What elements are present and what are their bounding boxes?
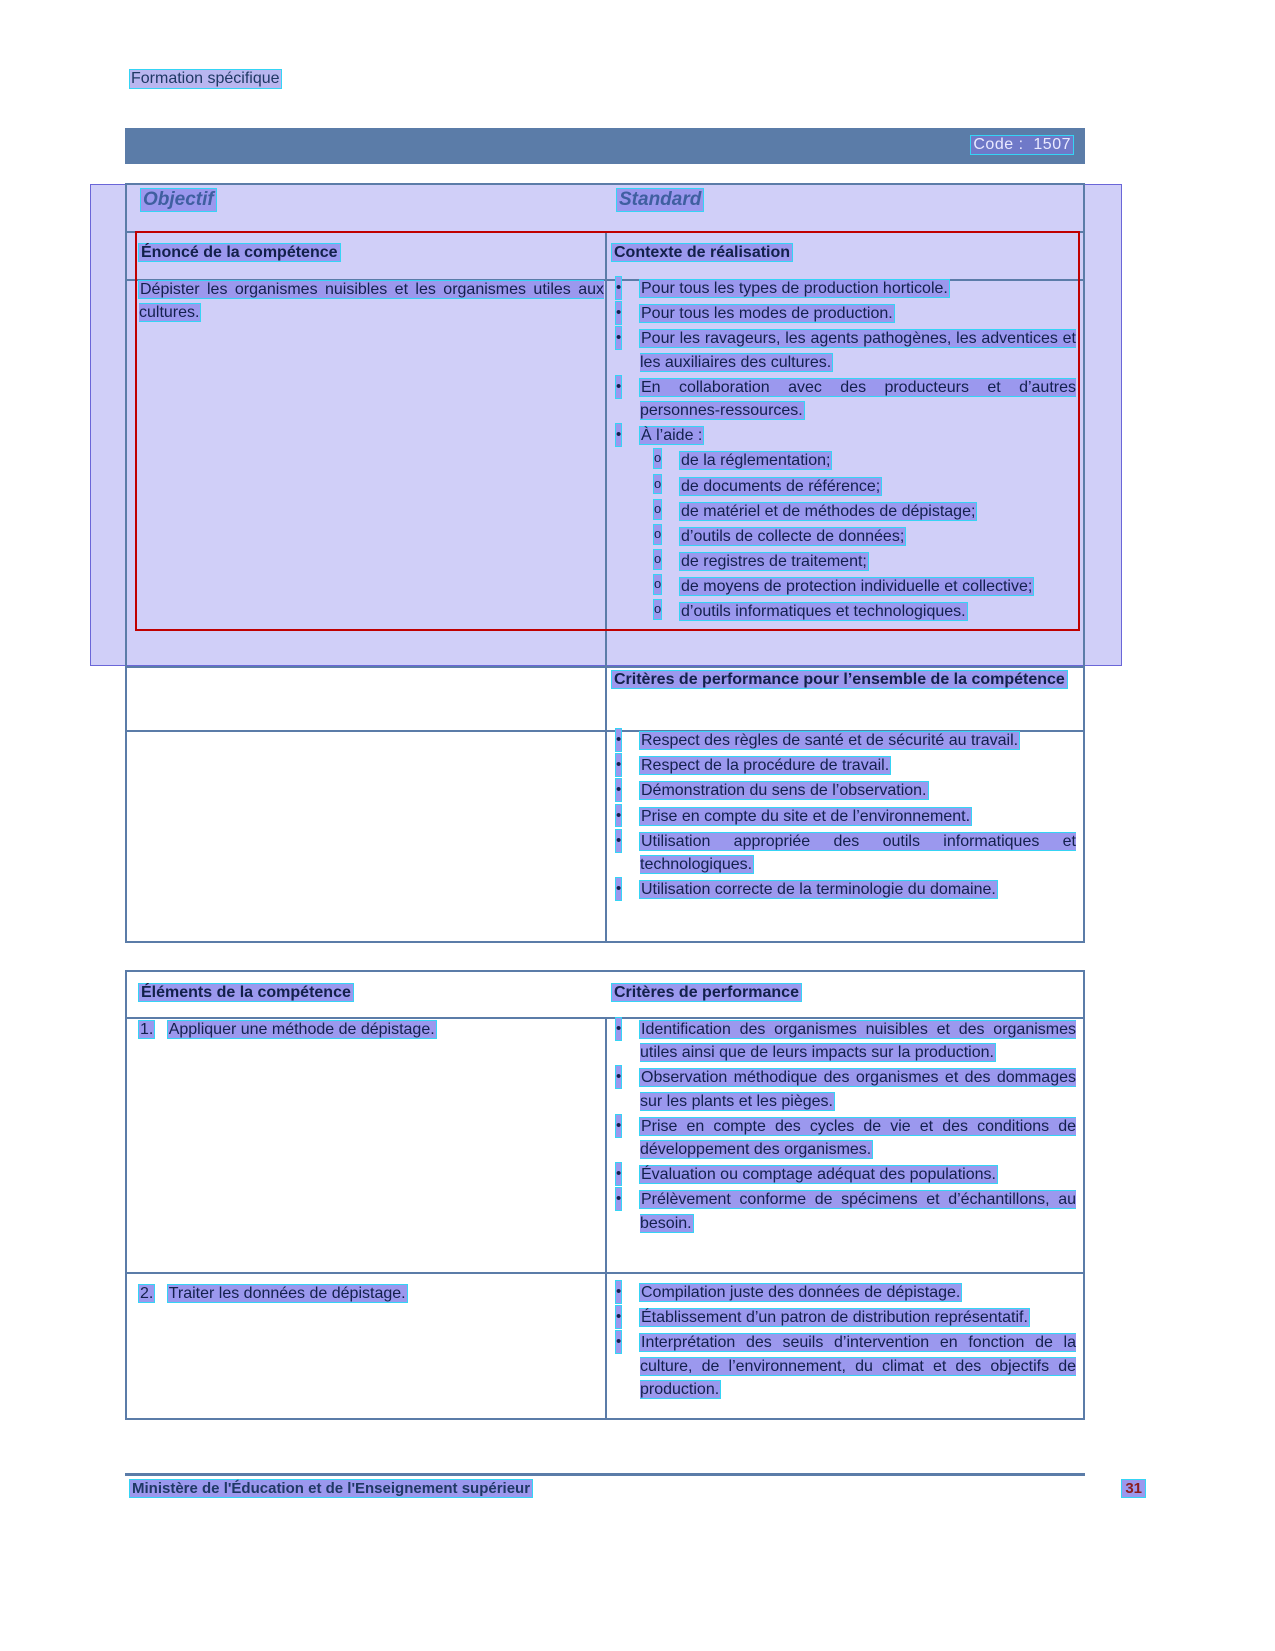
enonce-text: Dépister les organismes nuisibles et les organismes utiles aux cultures. <box>139 281 604 322</box>
list-item: o d’outils informatiques et technologiques. <box>640 600 1076 623</box>
footer-page-number: 31 <box>1122 1480 1145 1497</box>
element-text: Appliquer une méthode de dépistage. <box>168 1021 435 1038</box>
criteres-ensemble-header-cell <box>612 668 1067 691</box>
criteres-header-text: Critères de performance <box>614 984 799 1001</box>
enonce-text-cell <box>139 278 604 324</box>
list-item: • Identification des organismes nuisibles et des organismes utiles ainsi que de leurs impacts sur la production. <box>606 1018 1076 1064</box>
list-item: o d’outils de collecte de données; <box>640 525 1076 548</box>
list-item: • Évaluation ou comptage adéquat des populations. <box>606 1163 1076 1186</box>
list-item: o de la réglementation; <box>640 449 1076 472</box>
contexte-bullets-cell <box>606 277 1076 626</box>
list-item: • Pour tous les modes de production. <box>606 302 1076 325</box>
list-item: • À l’aide : o de la réglementation; o de documents de référence; o de matériel et de méthodes de dépistage; o d’outils de collecte de données; o de registres de traitement; o de moyens de protection individuelle et collective; o d’outils informatiques et technologiques. <box>606 424 1076 624</box>
criteres-ensemble-list <box>606 729 1076 901</box>
footer-divider <box>125 1473 1085 1476</box>
list-item: • Démonstration du sens de l’observation. <box>606 779 1076 802</box>
section-header-label: Formation spécifique <box>131 70 280 87</box>
footer-ministry: Ministère de l'Éducation et de l'Enseignement supérieur <box>132 1480 531 1497</box>
criteres-ensemble-cell <box>606 729 1076 903</box>
element-row-1 <box>139 1018 579 1041</box>
list-item: • Interprétation des seuils d’intervention en fonction de la culture, de l’environnement, du climat et des objectifs de production. <box>606 1331 1076 1401</box>
elements-header-text: Éléments de la compétence <box>141 984 351 1001</box>
list-item: • En collaboration avec des producteurs et d’autres personnes-ressources. <box>606 376 1076 422</box>
criteres-header-cell <box>612 981 1052 1004</box>
criteres-row-1 <box>606 1018 1076 1237</box>
list-item: • Établissement d’un patron de distribution représentatif. <box>606 1306 1076 1329</box>
element-row-2 <box>139 1282 579 1305</box>
list-item: • Prise en compte du site et de l’environnement. <box>606 805 1076 828</box>
element-number: 2. <box>140 1285 154 1302</box>
list-item: • Compilation juste des données de dépistage. <box>606 1281 1076 1304</box>
list-item: • Respect de la procédure de travail. <box>606 754 1076 777</box>
contexte-header-text: Contexte de réalisation <box>614 244 791 261</box>
list-item: • Utilisation correcte de la terminologie du domaine. <box>606 878 1076 901</box>
contexte-bullet-list <box>606 277 1076 624</box>
list-item: • Observation méthodique des organismes et des dommages sur les plants et les pièges. <box>606 1066 1076 1112</box>
list-item: • Prise en compte des cycles de vie et des conditions de développement des organismes. <box>606 1115 1076 1161</box>
element-text: Traiter les données de dépistage. <box>168 1285 406 1302</box>
list-item: • Pour tous les types de production horticole. <box>606 277 1076 300</box>
list-item: o de matériel et de méthodes de dépistage; <box>640 500 1076 523</box>
list-item: • Respect des règles de santé et de sécurité au travail. <box>606 729 1076 752</box>
column-title-standard: Standard <box>619 189 702 210</box>
code-label: Code : <box>973 136 1024 153</box>
criteres-list <box>606 1281 1076 1401</box>
list-item: • Prélèvement conforme de spécimens et d’échantillons, au besoin. <box>606 1188 1076 1234</box>
list-item: o de moyens de protection individuelle et collective; <box>640 575 1076 598</box>
list-item: • Pour les ravageurs, les agents pathogènes, les adventices et les auxiliaires des cultures. <box>606 327 1076 373</box>
code-value <box>971 136 1073 154</box>
criteres-list <box>606 1018 1076 1235</box>
list-item: • Utilisation appropriée des outils informatiques et technologiques. <box>606 830 1076 876</box>
enonce-header-text: Énoncé de la compétence <box>141 244 338 261</box>
list-item: o de documents de référence; <box>640 475 1076 498</box>
elements-header-cell <box>139 981 579 1004</box>
code-number: 1507 <box>1033 136 1071 153</box>
criteres-ensemble-header-text: Critères de performance pour l’ensemble de la compétence <box>614 671 1065 688</box>
code-bar <box>125 128 1085 164</box>
contexte-sub-bullet-list <box>640 449 1076 623</box>
column-title-objectif: Objectif <box>143 189 214 210</box>
list-item: o de registres de traitement; <box>640 550 1076 573</box>
element-number: 1. <box>140 1021 154 1038</box>
criteres-row-2 <box>606 1281 1076 1403</box>
